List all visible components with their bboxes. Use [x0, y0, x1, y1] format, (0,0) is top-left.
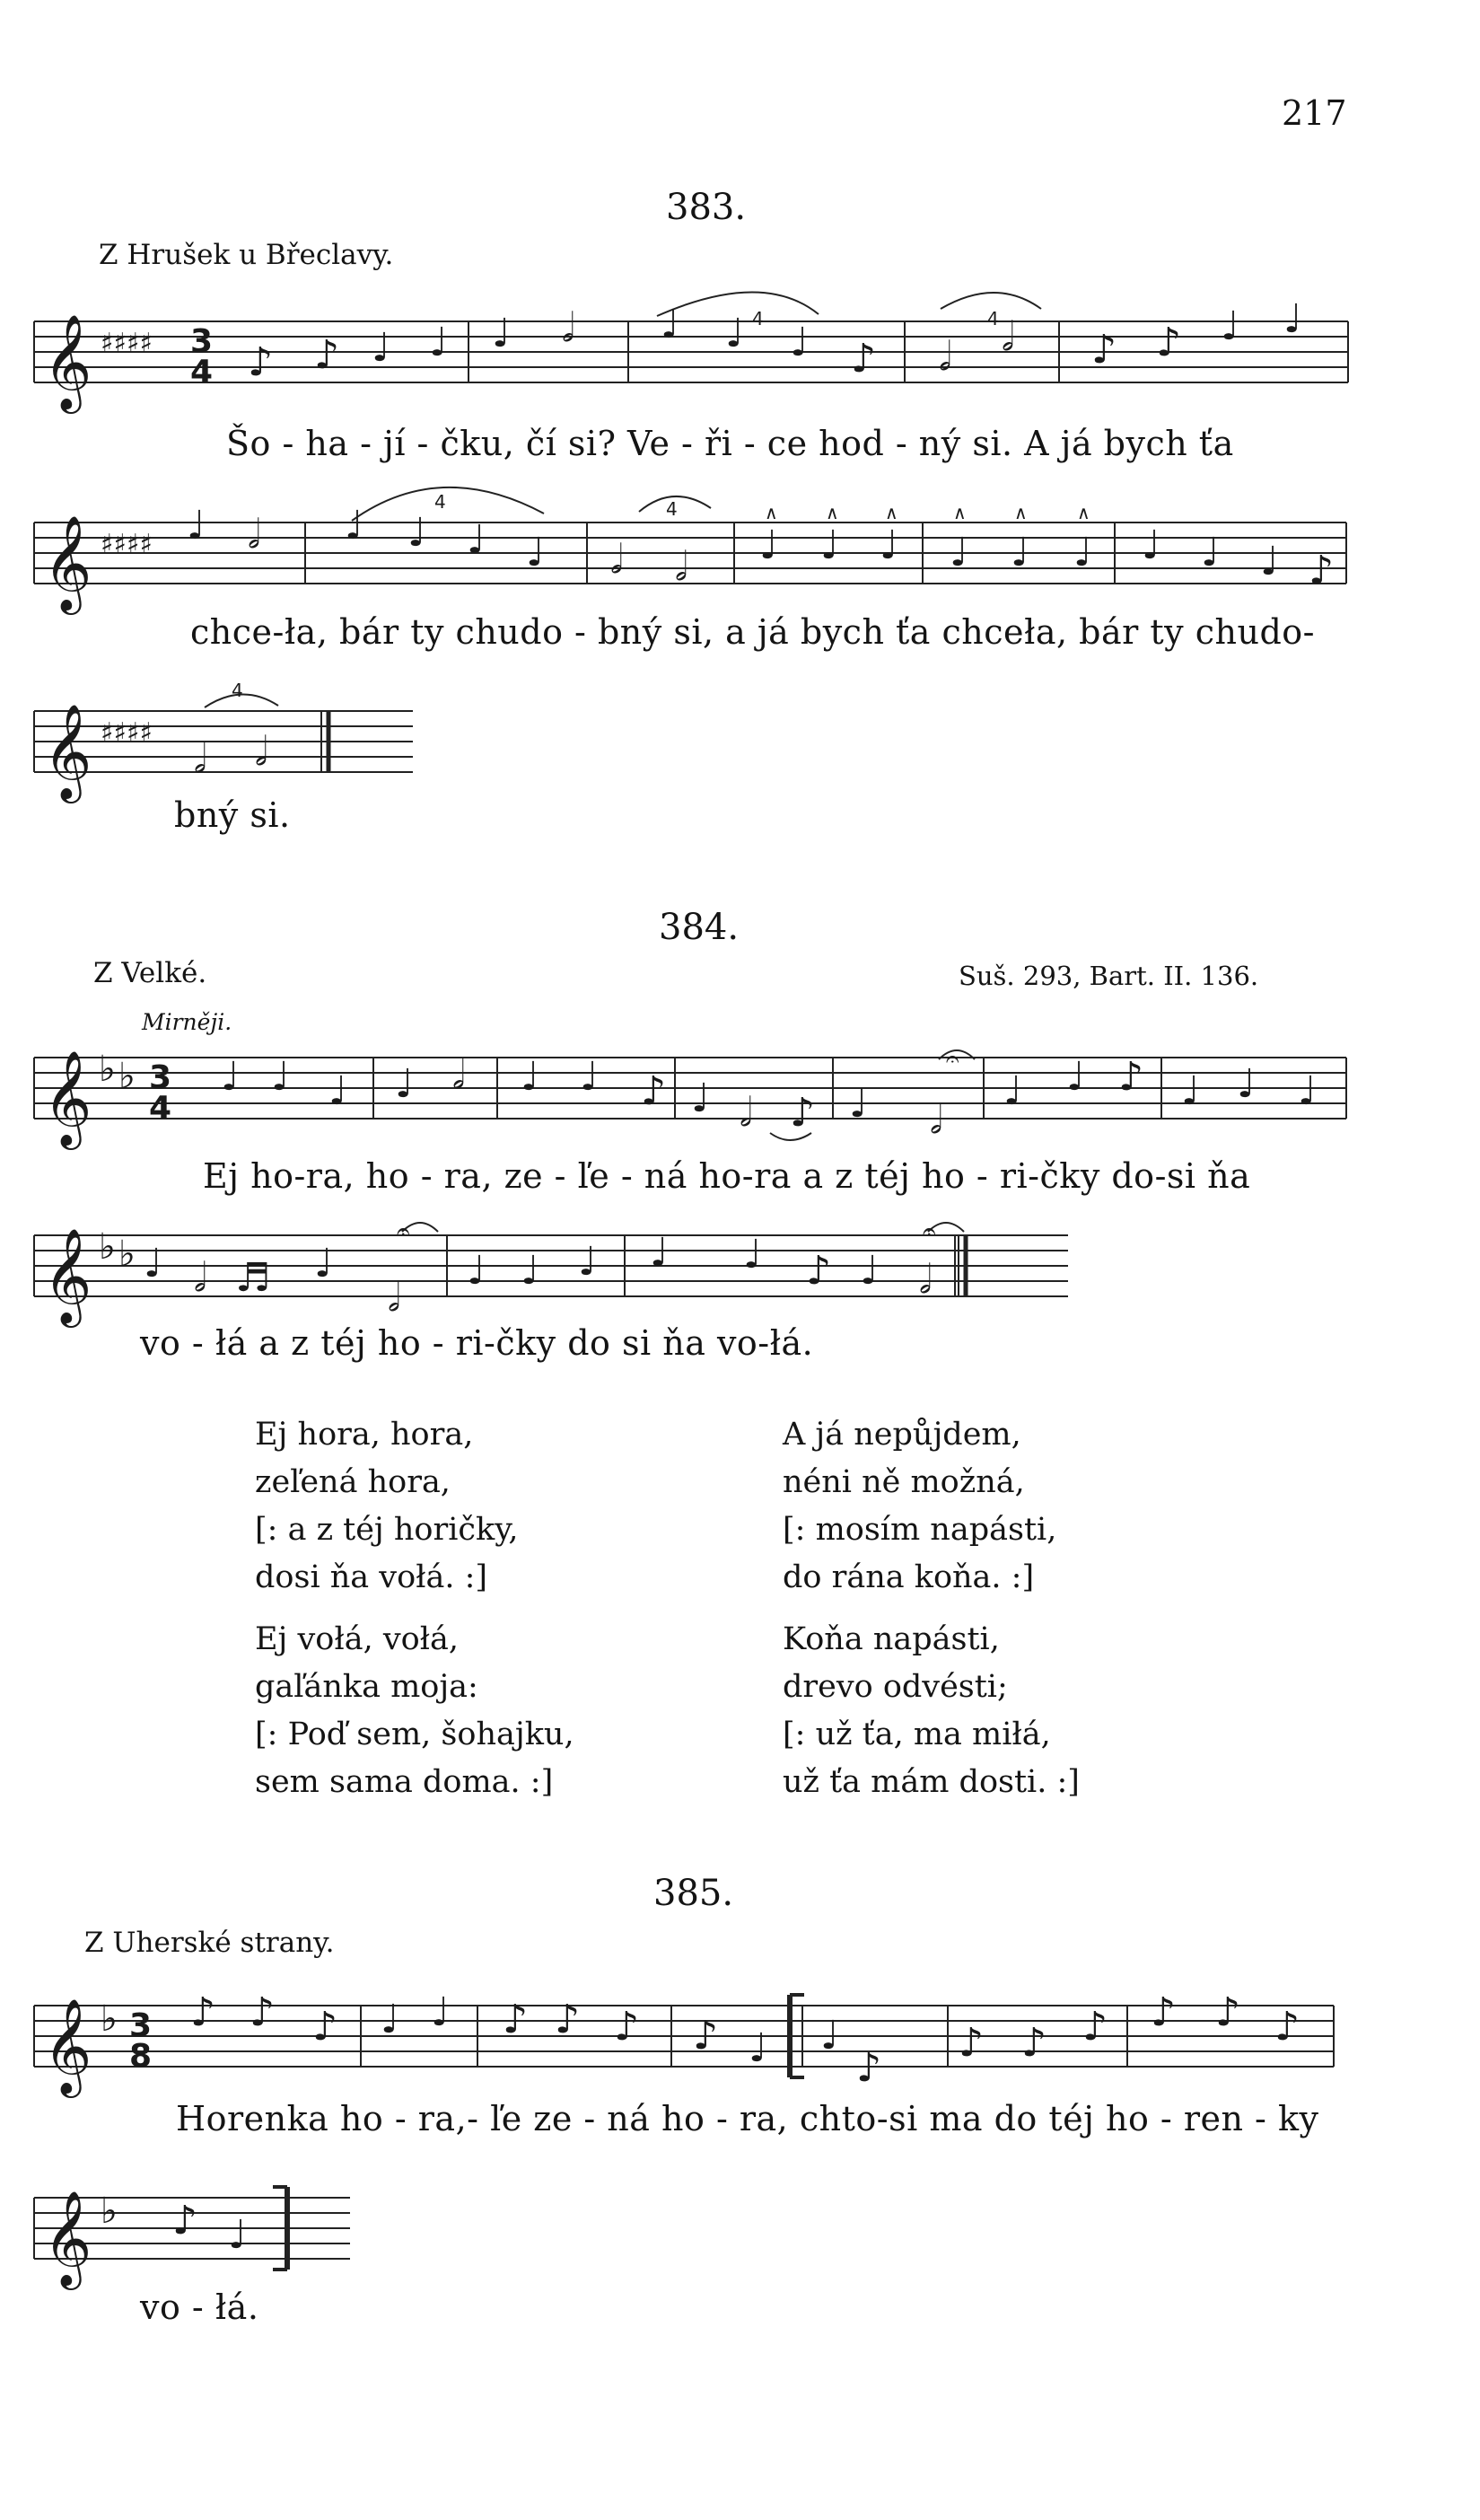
- notes: [187, 503, 1334, 593]
- svg-text:♩: ♩: [372, 325, 390, 371]
- verse-line: gaľánka moja:: [255, 1669, 478, 1705]
- staff-system: [34, 292, 1348, 382]
- svg-text:𝅗𝅥: 𝅗𝅥: [452, 1052, 465, 1098]
- sharp-icon: ♯♯♯♯: [101, 529, 153, 560]
- svg-text:𝅗𝅥: 𝅗𝅥: [248, 512, 260, 558]
- svg-text:♩: ♩: [407, 510, 426, 556]
- verse-line: zeľená hora,: [255, 1464, 451, 1500]
- svg-text:♭: ♭: [118, 1056, 136, 1097]
- svg-text:♪: ♪: [1156, 320, 1182, 365]
- sharp-icon: ♯♯♯♯: [101, 717, 153, 749]
- svg-text:♪: ♪: [172, 2198, 198, 2243]
- svg-text:♩: ♩: [395, 1061, 414, 1107]
- song-origin: Z Uherské strany.: [84, 1927, 335, 1959]
- svg-text:∧: ∧: [885, 502, 898, 523]
- verse-block: [783, 1411, 1056, 1602]
- verse-line: do rána koňa. :]: [783, 1559, 1035, 1595]
- svg-text:♩: ♩: [1073, 530, 1092, 575]
- svg-text:∧: ∧: [765, 502, 778, 523]
- svg-text:♩: ♩: [661, 302, 679, 347]
- svg-text:♪: ♪: [1309, 548, 1335, 593]
- time-signature: 3: [149, 1059, 172, 1096]
- svg-text:∧: ∧: [1077, 502, 1090, 523]
- staff-system: [34, 1995, 1334, 2077]
- svg-text:♩: ♩: [580, 1054, 599, 1100]
- svg-text:𝅗𝅥: 𝅗𝅥: [939, 334, 951, 380]
- svg-text:♩: ♩: [1003, 1068, 1022, 1114]
- verse-block: [783, 1616, 1080, 1806]
- time-signature: 3: [129, 2007, 153, 2044]
- svg-text:♩: ♩: [743, 1232, 762, 1278]
- svg-text:♪: ♪: [503, 1997, 529, 2042]
- svg-text:♩: ♩: [228, 2212, 247, 2258]
- svg-text:♩: ♩: [521, 1054, 539, 1100]
- sharp-icon: ♯♯♯♯: [101, 328, 153, 359]
- svg-text:4: 4: [149, 1090, 172, 1127]
- verse-line: Ej vołá, vołá,: [255, 1621, 460, 1657]
- svg-text:𝅗𝅥: 𝅗𝅥: [1002, 314, 1014, 360]
- svg-text:♪: ♪: [851, 336, 877, 382]
- verse-line: [: a z téj horičky,: [255, 1512, 519, 1548]
- fermata-icon: 𝄐: [397, 1218, 410, 1245]
- song-origin: Z Hrušek u Břeclavy.: [99, 239, 394, 271]
- lyric-line: Šo - ha - jí - čku, čí si? Ve - ři - ce hod - ný si. A já bych ťa: [226, 424, 1234, 463]
- treble-clef-icon: 𝄞: [43, 1049, 92, 1146]
- verse-line: Ej hora, hora,: [255, 1417, 474, 1453]
- lyric-line: bný si.: [174, 795, 291, 835]
- svg-text:♩: ♩: [849, 1081, 868, 1127]
- verse-line: už ťa mám dosti. :]: [783, 1764, 1080, 1800]
- svg-text:♪: ♪: [806, 1248, 832, 1294]
- verse-line: [: Poď sem, šohajku,: [255, 1717, 574, 1752]
- verse-line: [: mosím napásti,: [783, 1512, 1057, 1548]
- svg-text:♭: ♭: [118, 1234, 136, 1275]
- svg-text:♩: ♩: [1260, 539, 1279, 584]
- treble-clef-icon: 𝄞: [43, 1998, 92, 2094]
- svg-text:♩: ♩: [526, 530, 545, 575]
- page-number: 217: [1282, 93, 1347, 133]
- song-origin: Z Velké.: [93, 957, 207, 989]
- svg-text:4: 4: [190, 354, 214, 391]
- svg-text:♩: ♩: [1201, 530, 1220, 575]
- svg-text:♩: ♩: [345, 503, 363, 549]
- svg-text:♩: ♩: [314, 1241, 333, 1286]
- svg-text:♩: ♩: [1142, 522, 1160, 568]
- svg-text:♪: ♪: [312, 2004, 338, 2050]
- svg-text:♩: ♩: [691, 1076, 710, 1121]
- notes: [194, 729, 267, 782]
- svg-text:♩: ♩: [1298, 1068, 1317, 1114]
- svg-text:♩: ♩: [950, 530, 968, 575]
- svg-text:𝅗𝅥: 𝅗𝅥: [930, 1097, 942, 1143]
- svg-text:𝅗𝅥: 𝅗𝅥: [194, 736, 206, 782]
- svg-text:♩: ♩: [521, 1248, 539, 1294]
- notes: [221, 1052, 1317, 1143]
- svg-text:♩: ♩: [860, 1248, 879, 1294]
- svg-text:♩: ♩: [1221, 303, 1239, 349]
- svg-text:♬: ♬: [235, 1255, 271, 1301]
- svg-text:♩: ♩: [1283, 296, 1302, 342]
- svg-text:♩: ♩: [790, 320, 809, 365]
- song-number: 384.: [659, 907, 740, 948]
- svg-text:4: 4: [434, 491, 446, 513]
- fermata-icon: 𝄐: [946, 1046, 959, 1073]
- svg-text:♩: ♩: [759, 522, 778, 568]
- svg-text:♪: ♪: [555, 1997, 581, 2042]
- svg-text:♪: ♪: [1151, 1989, 1177, 2035]
- svg-text:♩: ♩: [429, 320, 448, 365]
- svg-text:♩: ♩: [650, 1230, 669, 1276]
- svg-text:♪: ♪: [1274, 2004, 1300, 2050]
- svg-text:♩: ♩: [1066, 1054, 1085, 1100]
- notes: [190, 1989, 1300, 2091]
- treble-clef-icon: 𝄞: [43, 703, 92, 799]
- svg-text:♩: ♩: [467, 517, 486, 563]
- svg-text:4: 4: [752, 308, 764, 329]
- svg-text:♪: ♪: [190, 1989, 216, 2035]
- lyric-line: vo - łá.: [140, 2287, 259, 2327]
- svg-text:♩: ♩: [467, 1248, 486, 1294]
- staff-system: [34, 1223, 1068, 1296]
- svg-text:♪: ♪: [248, 339, 274, 385]
- flat-icon: ♭: [99, 1226, 116, 1268]
- svg-text:4: 4: [232, 680, 243, 701]
- svg-text:𝅗𝅥: 𝅗𝅥: [740, 1090, 752, 1136]
- svg-text:♩: ♩: [144, 1241, 162, 1286]
- svg-text:♪: ♪: [314, 332, 340, 378]
- song-number: 383.: [666, 187, 747, 228]
- svg-text:♪: ♪: [250, 1989, 276, 2035]
- svg-text:♩: ♩: [187, 503, 206, 549]
- svg-text:8: 8: [129, 2038, 153, 2075]
- svg-text:4: 4: [987, 308, 999, 329]
- tempo-marking: Mirněji.: [142, 1009, 232, 1035]
- verse-block: [255, 1616, 574, 1806]
- treble-clef-icon: 𝄞: [43, 313, 92, 409]
- svg-text:♩: ♩: [1237, 1061, 1256, 1107]
- svg-text:♩: ♩: [381, 1997, 399, 2042]
- svg-text:♩: ♩: [880, 522, 898, 568]
- svg-text:♩: ♩: [725, 311, 744, 356]
- svg-text:𝅗𝅥: 𝅗𝅥: [388, 1275, 400, 1321]
- svg-text:∧: ∧: [953, 502, 967, 523]
- svg-text:♪: ♪: [1082, 2004, 1108, 2050]
- verse-line: dosi ňa vołá. :]: [255, 1559, 488, 1595]
- treble-clef-icon: 𝄞: [43, 1227, 92, 1323]
- verse-line: [: už ťa, ma miłá,: [783, 1717, 1051, 1752]
- song-reference: Suš. 293, Bart. II. 136.: [959, 961, 1259, 991]
- flat-icon: ♭: [101, 1998, 118, 2040]
- lyric-line: Horenka ho - ra,- ľe ze - ná ho - ra, chto-si ma do téj ho - ren - ky: [176, 2099, 1319, 2138]
- svg-text:𝅗𝅥: 𝅗𝅥: [194, 1255, 206, 1301]
- svg-text:♩: ♩: [328, 1068, 347, 1114]
- svg-text:♪: ♪: [856, 2045, 882, 2091]
- svg-text:♪: ♪: [641, 1068, 667, 1114]
- svg-text:♩: ♩: [578, 1239, 597, 1285]
- svg-text:𝅗𝅥: 𝅗𝅥: [675, 544, 687, 590]
- svg-text:𝅗𝅥: 𝅗𝅥: [610, 537, 623, 583]
- svg-text:♪: ♪: [693, 2013, 719, 2059]
- svg-text:♩: ♩: [1181, 1068, 1200, 1114]
- svg-text:♩: ♩: [492, 311, 511, 356]
- verse-line: drevo odvésti;: [783, 1669, 1008, 1705]
- notes: [144, 1230, 932, 1321]
- svg-text:♩: ♩: [820, 522, 839, 568]
- svg-text:♪: ♪: [1215, 1989, 1241, 2035]
- flat-icon: ♭: [101, 2191, 118, 2232]
- svg-text:♪: ♪: [790, 1090, 816, 1136]
- svg-text:♪: ♪: [1021, 2020, 1047, 2066]
- verse-line: A já nepůjdem,: [783, 1417, 1021, 1453]
- svg-text:𝅗𝅥: 𝅗𝅥: [562, 305, 574, 351]
- svg-text:♪: ♪: [614, 2004, 640, 2050]
- verse-line: sem sama doma. :]: [255, 1764, 554, 1800]
- notes: [248, 296, 1302, 385]
- lyric-line: vo - łá a z téj ho - ri-čky do si ňa vo-łá.: [140, 1323, 814, 1363]
- svg-text:𝅗𝅥: 𝅗𝅥: [919, 1257, 932, 1303]
- song-number: 385.: [653, 1873, 734, 1914]
- flat-icon: ♭: [99, 1049, 116, 1090]
- verse-block: [255, 1411, 518, 1602]
- svg-text:♪: ♪: [1118, 1054, 1144, 1100]
- svg-text:♪: ♪: [1091, 327, 1117, 373]
- svg-text:♩: ♩: [1011, 530, 1029, 575]
- svg-text:♩: ♩: [271, 1054, 290, 1100]
- fermata-icon: 𝄐: [923, 1218, 936, 1245]
- svg-text:∧: ∧: [1014, 502, 1028, 523]
- svg-text:♩: ♩: [749, 2025, 767, 2071]
- svg-text:♪: ♪: [959, 2020, 985, 2066]
- lyric-line: Ej ho-ra, ho - ra, ze - ľe - ná ho-ra a z téj ho - ri-čky do-si ňa: [203, 1156, 1251, 1196]
- verse-line: néni ně možná,: [783, 1464, 1025, 1500]
- svg-text:♩: ♩: [431, 1989, 450, 2035]
- time-signature: 3: [190, 323, 214, 360]
- svg-text:♩: ♩: [221, 1054, 240, 1100]
- svg-text:𝅗𝅥: 𝅗𝅥: [255, 729, 267, 775]
- accent-marks: [765, 502, 1090, 523]
- svg-text:∧: ∧: [826, 502, 839, 523]
- treble-clef-icon: 𝄞: [43, 514, 92, 610]
- svg-text:♩: ♩: [820, 2013, 839, 2059]
- verse-line: Koňa napásti,: [783, 1621, 1000, 1657]
- svg-text:4: 4: [666, 498, 678, 520]
- lyric-line: chce-ła, bár ty chudo - bný si, a já bych ťa chceła, bár ty chudo-: [190, 612, 1315, 652]
- treble-clef-icon: 𝄞: [43, 2190, 92, 2286]
